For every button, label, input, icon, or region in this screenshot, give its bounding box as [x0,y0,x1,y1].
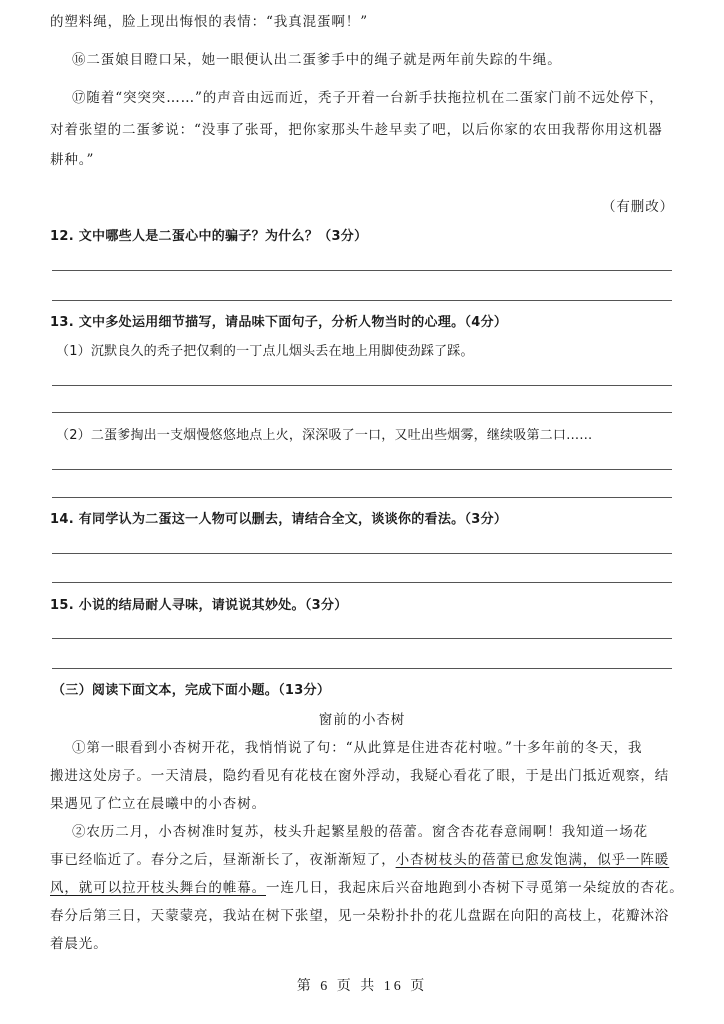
underlined-sentence: 小杏树枝头的蓓蕾已愈发饱满，似乎一阵暖 [395,852,670,868]
passage-line: 着晨光。 [50,936,108,952]
page-number: 第 6 页 共 16 页 [296,979,428,994]
passage-line: 果遇见了伫立在晨曦中的小杏树。 [50,796,266,812]
answer-line[interactable] [52,412,672,413]
passage-text: 事已经临近了。春分之后，昼渐渐长了，夜渐渐短了， [50,852,396,868]
question-13-part-1: （1）沉默良久的秃子把仅剩的一丁点儿烟头丢在地上用脚使劲踩了踩。 [56,344,474,359]
paragraph-16: ⑯二蛋娘目瞪口呆，她一眼便认出二蛋爹手中的绳子就是两年前失踪的牛绳。 [72,52,562,68]
passage-line [50,878,684,898]
question-13-text: 13. 文中多处运用细节描写，请品味下面句子，分析人物当时的心理。（4分） [50,315,508,330]
paragraph-1: ①第一眼看到小杏树开花，我悄悄说了句：“从此算是住进杏花村啦。”十多年前的冬天，我 [72,740,643,756]
answer-line[interactable] [52,385,672,386]
passage-line: 的塑料绳，脸上现出悔恨的表情：“我真混蛋啊！” [50,14,369,30]
edit-note: （有删改） [602,199,674,215]
answer-line[interactable] [52,300,672,301]
passage-line: 对着张望的二蛋爹说：“没事了张哥，把你家那头牛趁早卖了吧，以后你家的农田我帮你用这机器 [50,122,663,138]
passage-line [50,850,674,870]
passage-line: 耕种。” [50,152,95,168]
article-title: 窗前的小杏树 [318,712,406,728]
underlined-sentence: 风，就可以拉开枝头舞台的帷幕。 [50,880,266,896]
answer-line[interactable] [52,497,672,498]
answer-line[interactable] [52,553,672,554]
question-13-part-2: （2）二蛋爹掏出一支烟慢悠悠地点上火，深深吸了一口，又吐出些烟雾，继续吸第二口…… [56,428,593,443]
answer-line[interactable] [52,668,672,669]
passage-line: 春分后第三日，天蒙蒙亮，我站在树下张望，见一朵粉扑扑的花儿盘踞在向阳的高枝上，花瓣沐浴 [50,908,670,924]
question-14-text: 14. 有同学认为二蛋这一人物可以删去，请结合全文，谈谈你的看法。（3分） [50,512,508,527]
answer-line[interactable] [52,270,672,271]
passage-text: 一连几日，我起床后兴奋地跑到小杏树下寻觅第一朵绽放的杏花。 [266,880,684,896]
paragraph-17: ⑰随着“突突突……”的声音由远而近，秃子开着一台新手扶拖拉机在二蛋家门前不远处停下， [72,90,664,106]
answer-line[interactable] [52,469,672,470]
passage-line: 搬进这处房子。一天清晨，隐约看见有花枝在窗外浮动，我疑心看花了眼，于是出门抵近观察，结 [50,768,670,784]
paragraph-2: ②农历二月，小杏树准时复苏，枝头升起繁星般的蓓蕾。窗含杏花春意闹啊！我知道一场花 [72,824,648,840]
question-12-text: 12. 文中哪些人是二蛋心中的骗子？为什么？（3分） [50,229,368,244]
section-3-heading: （三）阅读下面文本，完成下面小题。（13分） [52,683,331,698]
question-15-text: 15. 小说的结局耐人寻味，请说说其妙处。（3分） [50,598,348,613]
answer-line[interactable] [52,638,672,639]
answer-line[interactable] [52,582,672,583]
